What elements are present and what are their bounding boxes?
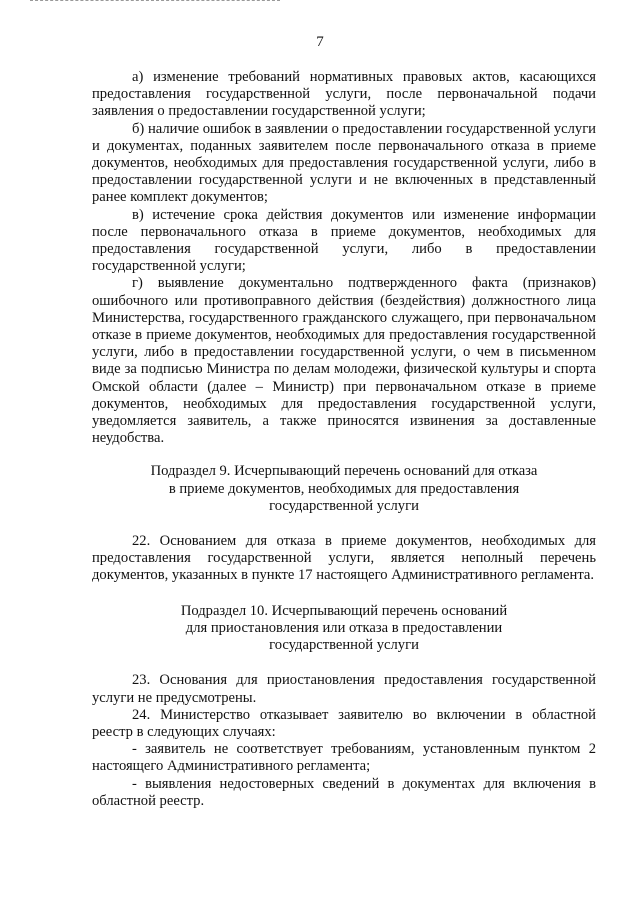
document-body: [92, 69, 596, 810]
heading-line: государственной услуги: [269, 637, 419, 654]
paragraph-g: г) выявление документально подтвержденного факта (признаков) ошибочного или противоправного действия (бездействия) должностного лица Министерства, государственного гражданского служащего, при первоначальном отказе в приеме документов, необходимых для предоставления государственной услуги, либо в предоставлении государственной услуги, о чем в письменном виде за подписью Министра по делам молодежи, физической культуры и спорта Омской области (далее – Министр) при первоначальном отказе в приеме документов, необходимых для предоставления государственной услуги, уведомляется заявитель, а также приносятся извинения за доставленные неудобства.: [92, 275, 596, 447]
heading-line: в приеме документов, необходимых для предоставления: [168, 480, 520, 497]
subsection-10-heading: [92, 603, 596, 655]
heading-line: для приостановления или отказа в предоставлении: [185, 619, 503, 636]
paragraph-b: б) наличие ошибок в заявлении о предоставлении государственной услуги и документах, поданных заявителем после первоначального отказа в приеме документов, необходимых для предоставления государственной услуги, либо в предоставлении государственной услуги и не включенных в представленный ранее комплект документов;: [92, 120, 596, 206]
heading-line: Подраздел 9. Исчерпывающий перечень оснований для отказа: [150, 463, 538, 480]
page-number: 7: [316, 34, 324, 50]
top-scan-edge: [30, 0, 280, 3]
paragraph-23: 23. Основания для приостановления предоставления государственной услуги не предусмотрены.: [92, 672, 596, 706]
paragraph-v: в) истечение срока действия документов или изменение информации после первоначального отказа в приеме документов, необходимых для предоставления государственной услуги, либо в предоставлении государственной услуги;: [92, 206, 596, 275]
paragraph-24: 24. Министерство отказывает заявителю во включении в областной реестр в следующих случаях:: [92, 706, 596, 740]
heading-line: государственной услуги: [269, 497, 419, 514]
paragraph-a: а) изменение требований нормативных правовых актов, касающихся предоставления государственной услуги, после первоначальной подачи заявления о предоставлении государственной услуги;: [92, 69, 596, 120]
list-item-false-info: - выявления недостоверных сведений в документах для включения в областной реестр.: [92, 775, 596, 809]
list-item-requirements: - заявитель не соответствует требованиям, установленным пунктом 2 настоящего Административного регламента;: [92, 741, 596, 775]
subsection-9-heading: [92, 463, 596, 515]
heading-line: Подраздел 10. Исчерпывающий перечень оснований: [180, 602, 508, 619]
paragraph-22: 22. Основанием для отказа в приеме документов, необходимых для предоставления государственной услуги, является неполный перечень документов, указанных в пункте 17 настоящего Административного регламента.: [92, 533, 596, 584]
